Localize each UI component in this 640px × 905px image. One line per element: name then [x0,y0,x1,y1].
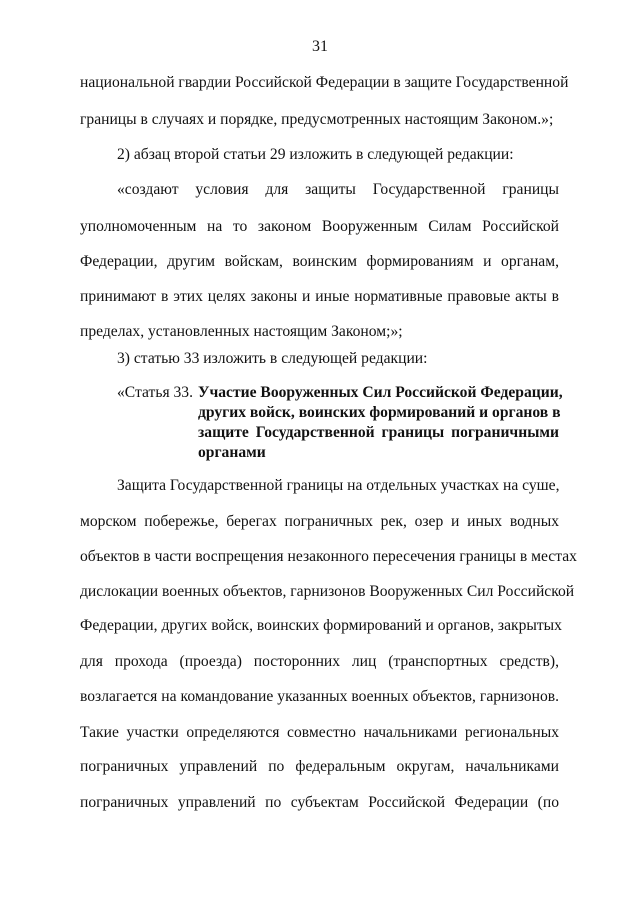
text-line-6: Федерации, другим войскам, воинским формированиям и органам, [80,253,559,270]
text-line-1: национальной гвардии Российской Федерации в защите Государственной [80,74,569,91]
article-title-line-2: других войск, воинских формирований и органов в [198,404,561,421]
body-line-8: Такие участки определяются совместно начальниками региональных [80,724,559,741]
article-title-line-3: защите Государственной границы пограничными [198,424,559,441]
article-title-line-4: органами [198,444,266,461]
body-line-7: возлагается на командование указанных военных объектов, гарнизонов. [80,688,559,705]
body-line-6: для прохода (проезда) посторонних лиц (транспортных средств), [80,653,559,670]
text-line-9: 3) статью 33 изложить в следующей редакции: [117,350,428,367]
body-line-4: дислокации военных объектов, гарнизонов Вооруженных Сил Российской [80,583,575,600]
text-line-5: уполномоченным на то законом Вооруженным Силам Российской [80,218,559,235]
body-line-1: Защита Государственной границы на отдельных участках на суше, [117,477,560,494]
text-line-3: 2) абзац второй статьи 29 изложить в следующей редакции: [117,146,514,163]
article-prefix: «Статья 33. [117,384,194,401]
text-line-4: «создают условия для защиты Государственной границы [117,181,559,198]
body-line-9: пограничных управлений по федеральным округам, начальниками [80,758,559,775]
body-line-2: морском побережье, берегах пограничных рек, озер и иных водных [80,513,559,530]
body-line-10: пограничных управлений по субъектам Российской Федерации (по [80,794,559,811]
text-line-2: границы в случаях и порядке, предусмотренных настоящим Законом.»; [80,111,554,128]
text-line-7: принимают в этих целях законы и иные нормативные правовые акты в [80,288,559,305]
article-title-line-1: Участие Вооруженных Сил Российской Федерации, [198,384,563,401]
text-line-8: пределах, установленных настоящим Законом;»; [80,323,403,340]
body-line-5: Федерации, других войск, воинских формирований и органов, закрытых [80,617,562,634]
page-number: 31 [312,38,328,55]
body-line-3: объектов в части воспрещения незаконного пересечения границы в местах [80,548,577,565]
